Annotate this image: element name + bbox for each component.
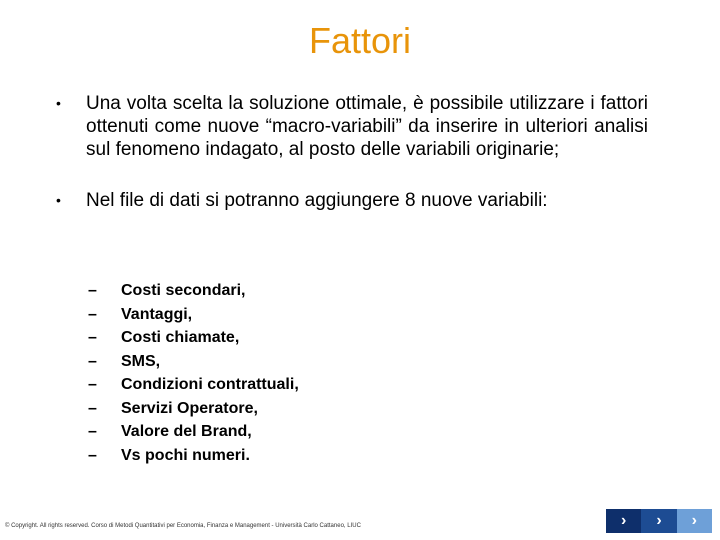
variable-name: Servizi Operatore, bbox=[121, 399, 258, 417]
dash-marker: – bbox=[88, 352, 97, 370]
chevron-right-icon: › bbox=[677, 509, 712, 533]
chevron-right-icon: › bbox=[641, 509, 676, 533]
variable-item bbox=[88, 326, 299, 350]
variable-name: Costi secondari, bbox=[121, 282, 246, 299]
dash-marker: – bbox=[88, 282, 97, 299]
bullet-item bbox=[56, 92, 648, 161]
bullet-text: Una volta scelta la soluzione ottimale, è possibile utilizzare i fattori ottenuti come nuove “macro-variabili” da inserire in ulteriori analisi sul fenomeno indagato, al posto delle variabili originarie; bbox=[86, 93, 648, 160]
bullet-marker: • bbox=[56, 95, 61, 111]
variable-name: Vs pochi numeri. bbox=[121, 446, 250, 464]
chevron-right-icon: › bbox=[606, 509, 641, 533]
variable-name: Vantaggi, bbox=[121, 305, 193, 323]
dash-marker: – bbox=[88, 376, 97, 393]
logo-bar bbox=[606, 509, 712, 533]
variable-item bbox=[88, 397, 299, 421]
variable-item bbox=[88, 420, 299, 444]
variable-name: Condizioni contrattuali, bbox=[121, 376, 299, 393]
variable-name: Valore del Brand, bbox=[121, 423, 252, 440]
copyright-footer: © Copyright. All rights reserved. Corso di Metodi Quantitativi per Economia, Finanza e Management - Università Carlo Cattaneo, LIUC bbox=[5, 523, 361, 529]
variable-list bbox=[88, 279, 299, 467]
variable-name: SMS, bbox=[121, 352, 161, 370]
bullet-list bbox=[56, 92, 648, 212]
variable-item bbox=[88, 303, 299, 327]
bullet-text: Nel file di dati si potranno aggiungere 8 nuove variabili: bbox=[86, 190, 548, 211]
dash-marker: – bbox=[88, 399, 97, 417]
dash-marker: – bbox=[88, 329, 97, 346]
variable-name: Costi chiamate, bbox=[121, 329, 240, 346]
dash-marker: – bbox=[88, 423, 97, 440]
variable-item bbox=[88, 373, 299, 397]
variable-item bbox=[88, 279, 299, 303]
bullet-item bbox=[56, 189, 648, 212]
variable-item bbox=[88, 444, 299, 468]
bullet-marker: • bbox=[56, 192, 61, 208]
slide-title: Fattori bbox=[308, 20, 412, 61]
dash-marker: – bbox=[88, 305, 97, 323]
variable-item bbox=[88, 350, 299, 374]
dash-marker: – bbox=[88, 446, 97, 464]
